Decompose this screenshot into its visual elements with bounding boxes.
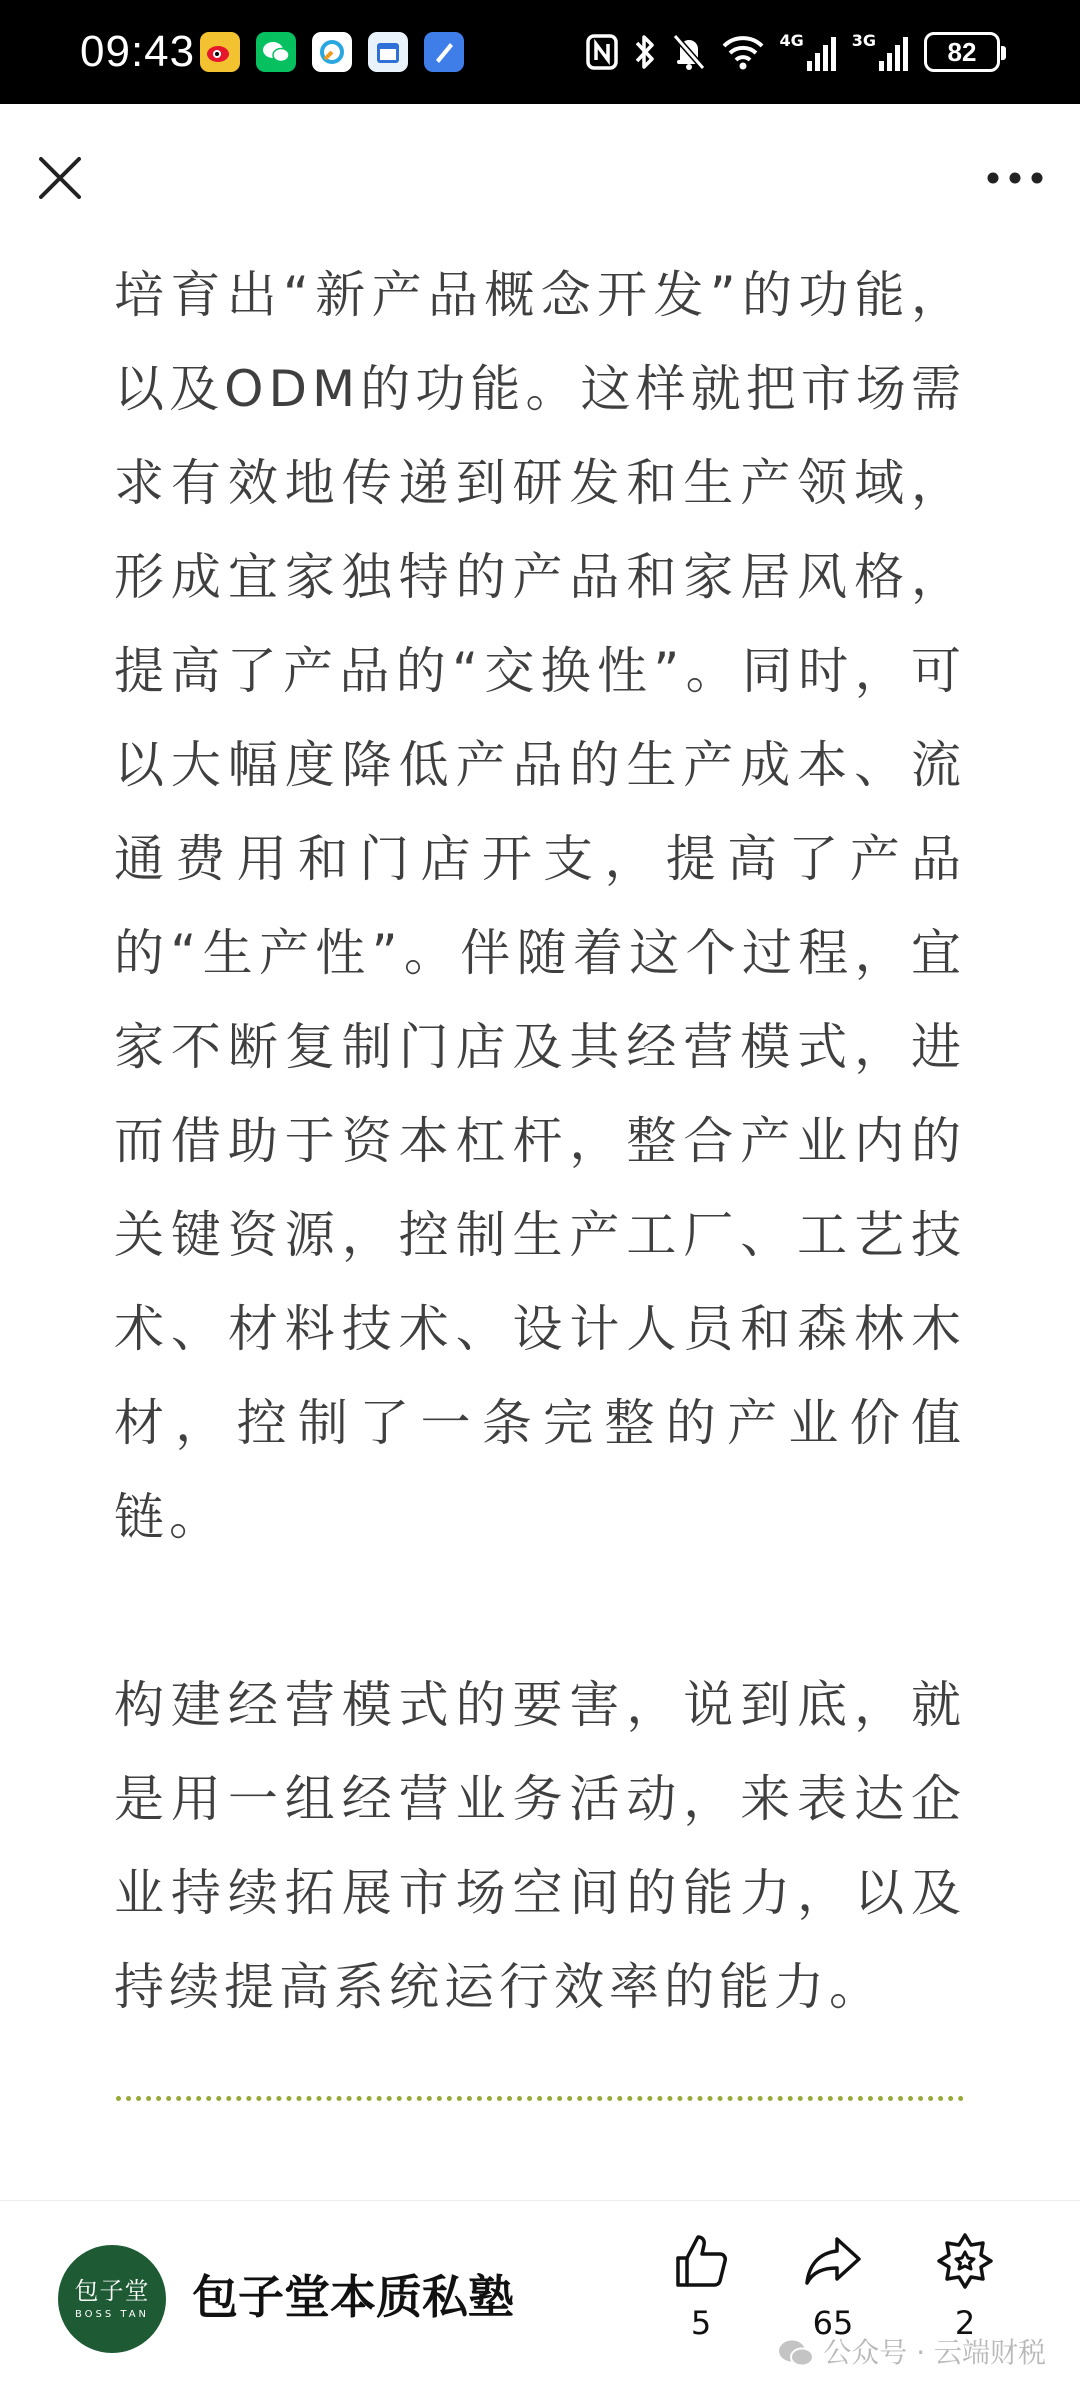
wechat-icon: [256, 32, 296, 72]
bluetooth-icon: [633, 32, 657, 72]
account-name[interactable]: 包子堂本质私塾: [192, 2270, 514, 2324]
notification-icons: [200, 32, 464, 72]
signal-bars-icon: [806, 35, 838, 71]
account-avatar[interactable]: [58, 2245, 166, 2353]
watermark: [777, 2335, 1046, 2371]
article-body: [114, 248, 966, 2034]
nfc-icon: [585, 32, 619, 72]
like-count: 5: [690, 2304, 712, 2342]
share-count: 65: [812, 2304, 854, 2342]
signal-bars-icon: [878, 35, 910, 71]
status-bar: [0, 0, 1080, 104]
wow-button[interactable]: [920, 2231, 1010, 2341]
bottom-bar: [0, 2200, 1080, 2390]
signal-3g: [852, 33, 910, 71]
share-button[interactable]: [788, 2231, 878, 2341]
network-type-label: 3G: [851, 31, 876, 50]
section-divider: [116, 2096, 964, 2101]
signal-4g: [779, 33, 837, 71]
calendar-app-icon: [368, 32, 408, 72]
network-type-label: 4G: [779, 31, 804, 50]
wechat-watermark-icon: [777, 2338, 815, 2368]
top-nav: [0, 104, 1080, 254]
thumbs-up-icon: [671, 2231, 731, 2291]
weibo-icon: [200, 32, 240, 72]
paragraph-spacer: [114, 1564, 966, 1658]
mute-bell-icon: [671, 32, 707, 72]
like-button[interactable]: [656, 2231, 746, 2341]
system-status: [585, 28, 1000, 76]
close-button[interactable]: [30, 148, 90, 208]
status-time: 09:43: [80, 27, 196, 76]
wow-count: 2: [954, 2304, 976, 2342]
battery-indicator: 82: [924, 32, 1000, 72]
wifi-icon: [721, 34, 765, 70]
wow-star-icon: [935, 2231, 995, 2291]
article-paragraph: 构建经营模式的要害，说到底，就是用一组经营业务活动，来表达企业持续拓展市场空间的能力，以及持续提高系统运行效率的能力。: [114, 1676, 966, 2016]
more-icon: [986, 171, 1044, 185]
more-options-button[interactable]: [980, 148, 1050, 208]
share-arrow-icon: [803, 2231, 863, 2291]
messaging-app-icon: [312, 32, 352, 72]
pen-app-icon: [424, 32, 464, 72]
article-paragraph: 培育出“新产品概念开发”的功能，以及ODM的功能。这样就把市场需求有效地传递到研发和生产领域，形成宜家独特的产品和家居风格，提高了产品的“交换性”。同时，可以大幅度降低产品的生产成本、流通费用和门店开支，提高了产品的“生产性”。伴随着这个过程，宜家不断复制门店及其经营模式，进而借助于资本杠杆，整合产业内的关键资源，控制生产工厂、工艺技术、材料技术、设计人员和森林木材，控制了一条完整的产业价值链。: [114, 266, 966, 1546]
avatar-subtext: BOSS TAN: [74, 2309, 150, 2320]
avatar-text: 包子堂: [74, 2277, 150, 2305]
close-icon: [37, 155, 83, 201]
watermark-text: 公众号 · 云端财税: [823, 2336, 1046, 2369]
